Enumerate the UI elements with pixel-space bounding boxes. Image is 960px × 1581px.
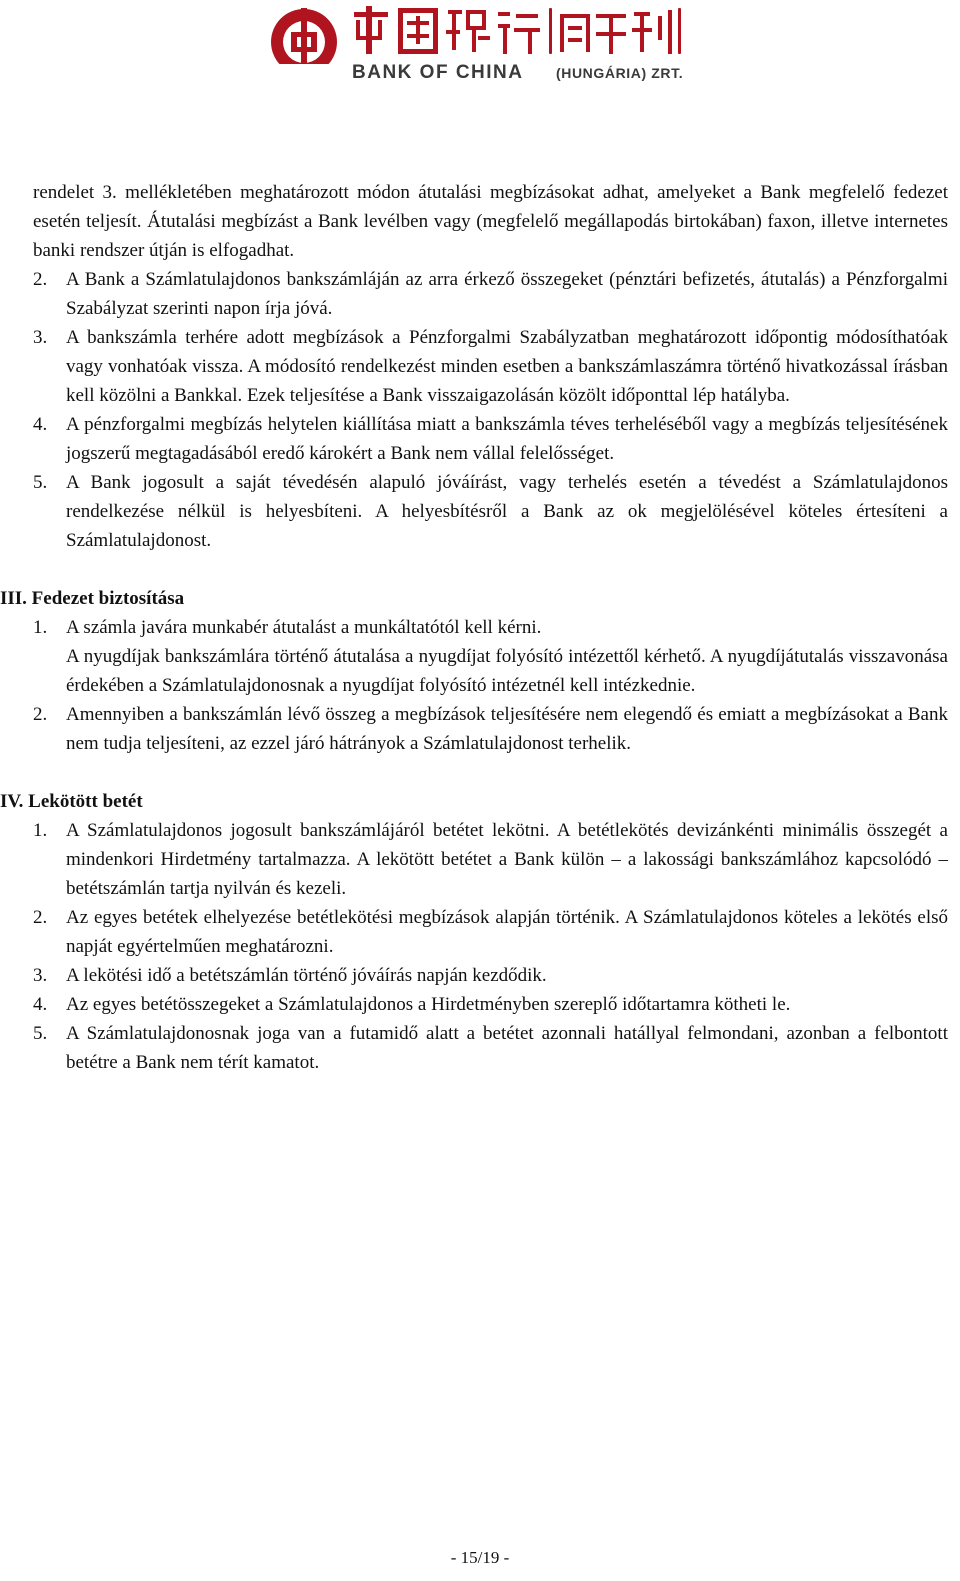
item-number: 2. xyxy=(33,269,48,290)
list-item xyxy=(33,700,948,758)
section-heading-IV: IV. Lekötött betét xyxy=(0,791,143,812)
item-number: 5. xyxy=(33,1023,48,1044)
item-text: A nyugdíjak bankszámlára történő átutalása a nyugdíjat folyósító intézettől kérhető. A nyugdíjátutalás visszavonása érdekében a Számlatulajdonosnak a nyugdíjat folyósító intézetnél kell intézkednie. xyxy=(66,646,948,696)
page-header xyxy=(0,0,960,90)
list-item xyxy=(33,323,948,410)
list-item xyxy=(33,265,948,323)
item-number: 1. xyxy=(33,617,48,638)
list-item xyxy=(33,1019,948,1077)
item-text: A bankszámla terhére adott megbízások a Pénzforgalmi Szabályzatban meghatározott időpontig módosíthatóak vagy vonhatóak vissza. A módosító rendelkezést minden esetben a bankszámlaszámra történő hivatkozással írásban kell közölni a Bankkal. Ezek teljesítése a Bank visszaigazolásán közölt időponttal lép hatályba. xyxy=(66,327,948,406)
intro-paragraph: rendelet 3. mellékletében meghatározott módon átutalási megbízásokat adhat, amelyeket a Bank megfelelő fedezet esetén teljesít. Átutalási megbízást a Bank levélben vagy (megfelelő megállapodás birtokában) faxon, illetve internetes banki rendszer útján is elfogadhat. xyxy=(33,182,948,261)
item-number: 3. xyxy=(33,327,48,348)
list-item xyxy=(33,990,948,1019)
list-item xyxy=(33,903,948,961)
item-text: A Számlatulajdonosnak joga van a futamidő alatt a betétet azonnali hatállyal felmondani, azonban a felbontott betétre a Bank nem térít kamatot. xyxy=(66,1023,948,1073)
item-text: A lekötési idő a betétszámlán történő jóváírás napján kezdődik. xyxy=(66,965,547,986)
item-text: Az egyes betétösszegeket a Számlatulajdonos a Hirdetményben szereplő időtartamra kötheti le. xyxy=(66,994,791,1015)
list-item xyxy=(33,410,948,468)
item-number: 4. xyxy=(33,994,48,1015)
item-text: Amennyiben a bankszámlán lévő összeg a megbízások teljesítésére nem elegendő és emiatt a megbízásokat a Bank nem tudja teljesíteni, az ezzel járó hátrányok a Számlatulajdonost terhelik. xyxy=(66,704,948,754)
item-text: A számla javára munkabér átutalást a munkáltatótól kell kérni. xyxy=(66,617,542,638)
logo-english-text: BANK OF CHINA xyxy=(352,62,524,83)
list-item xyxy=(33,468,948,555)
list-item xyxy=(33,816,948,903)
item-number: 1. xyxy=(33,820,48,841)
list-item xyxy=(33,613,948,700)
item-text: A pénzforgalmi megbízás helytelen kiállítása miatt a bankszámla téves terheléséből vagy a megbízás teljesítésének jogszerű megtagadásából eredő károkért a Bank nem vállal felelősséget. xyxy=(66,414,948,464)
bank-of-china-logo-icon xyxy=(266,4,686,64)
item-number: 2. xyxy=(33,704,48,725)
list-item xyxy=(33,961,948,990)
item-text: A Bank a Számlatulajdonos bankszámláján az arra érkező összegeket (pénztári befizetés, átutalás) a Pénzforgalmi Szabályzat szerinti napon írja jóvá. xyxy=(66,269,948,319)
item-number: 3. xyxy=(33,965,48,986)
logo-hungarian-text: (HUNGÁRIA) ZRT. xyxy=(556,65,684,81)
document-body xyxy=(0,178,948,1077)
item-text: A Számlatulajdonos jogosult bankszámlájáról betétet lekötni. A betétlekötés devizánkénti minimális összegét a mindenkori Hirdetmény tartalmazza. A lekötött betétet a Bank külön – a lakossági bankszámlához kapcsolódó – betétszámlán tartja nyilván és kezeli. xyxy=(66,820,948,899)
item-text: A Bank jogosult a saját tévedésén alapuló jóváírást, vagy terhelés esetén a tévedést a Számlatulajdonos rendelkezése nélkül is helyesbíteni. A helyesbítésről a Bank az ok megjelölésével köteles értesíteni a Számlatulajdonost. xyxy=(66,472,948,551)
item-number: 4. xyxy=(33,414,48,435)
item-number: 2. xyxy=(33,907,48,928)
item-number: 5. xyxy=(33,472,48,493)
item-text: Az egyes betétek elhelyezése betétlekötési megbízások alapján történik. A Számlatulajdonos köteles a lekötés első napját egyértelműen meghatározni. xyxy=(66,907,948,957)
section-heading-III: III. Fedezet biztosítása xyxy=(0,588,185,609)
page-number: - 15/19 - xyxy=(450,1548,510,1567)
